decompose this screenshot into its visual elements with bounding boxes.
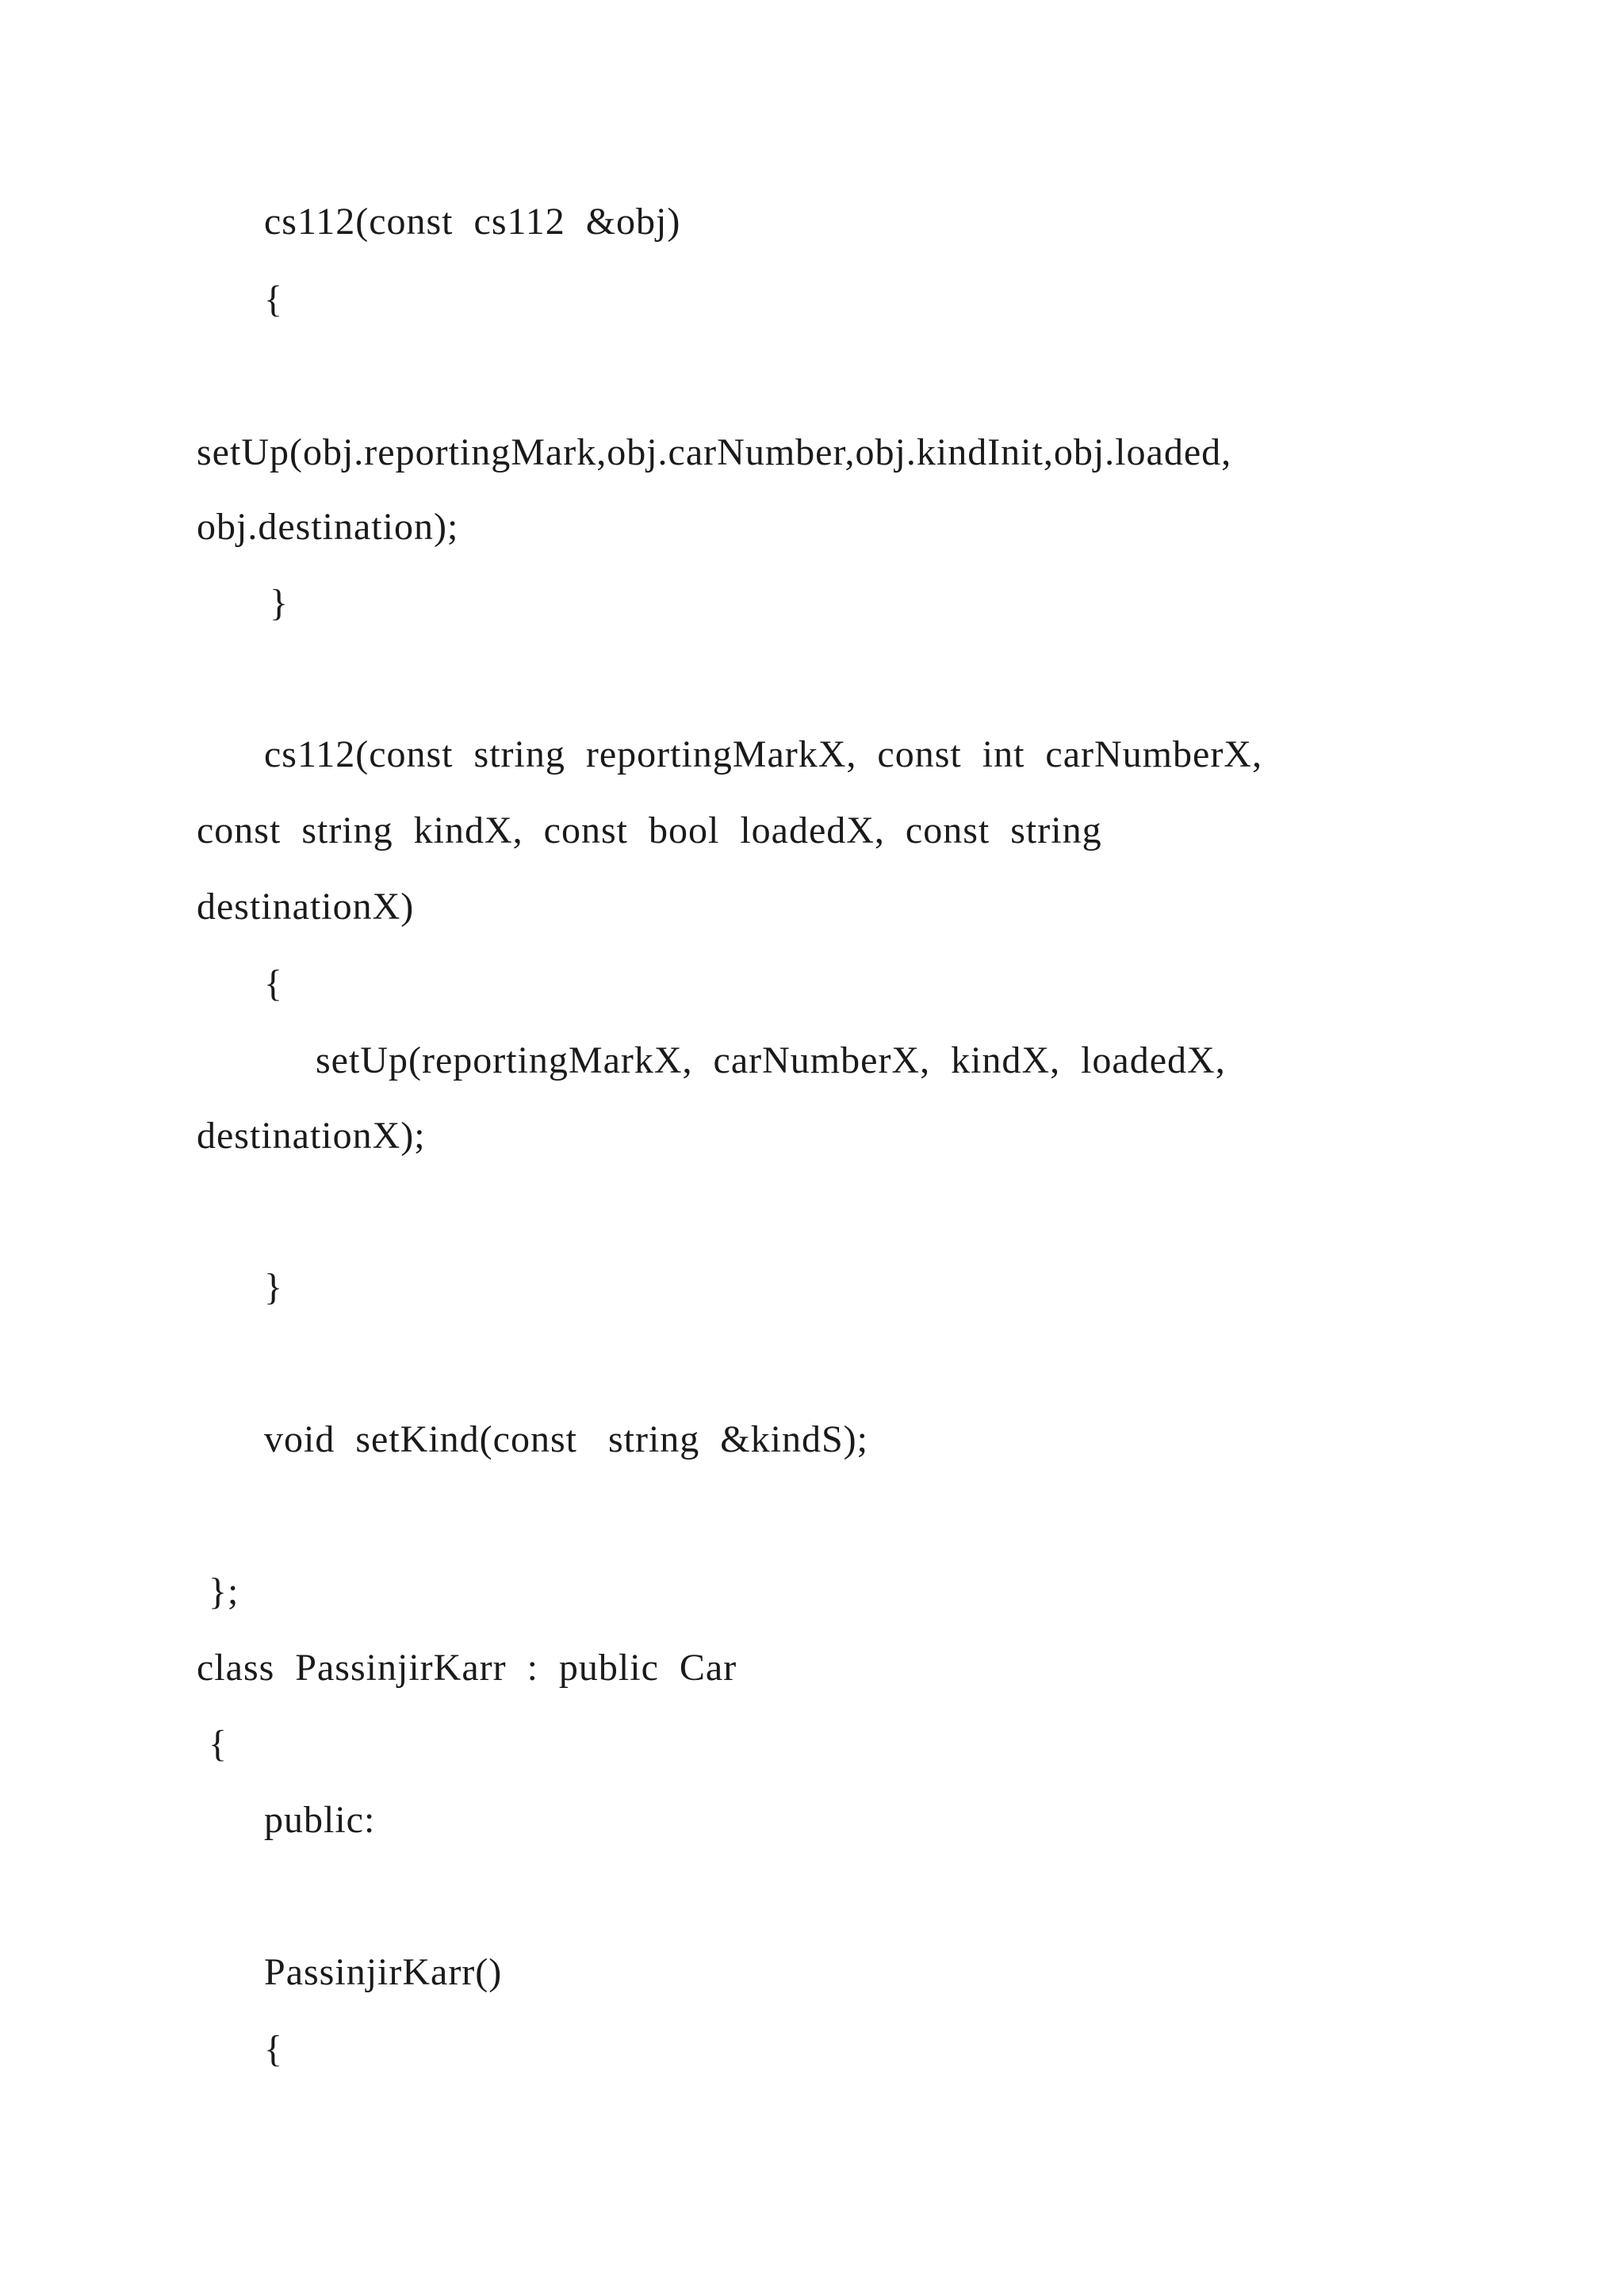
code-line-setup-call: setUp(obj.reportingMark,obj.carNumber,obj.kindInit,obj.loaded, [197, 431, 1232, 473]
code-line-class-open-brace: { [209, 1723, 228, 1765]
code-line-setup-call: setUp(reportingMarkX, carNumberX, kindX, loadedX, [316, 1039, 1226, 1081]
code-line-open-brace: { [264, 278, 284, 320]
code-line-copy-constructor-signature: cs112(const cs112 &obj) [264, 201, 681, 243]
code-line-param-constructor-signature-continued: const string kindX, const bool loadedX, const string [197, 809, 1102, 851]
code-line-default-constructor: PassinjirKarr() [264, 1951, 503, 1993]
code-line-close-brace: } [264, 1266, 284, 1308]
code-line-class-end: }; [209, 1571, 239, 1613]
code-line-class-declaration: class PassinjirKarr : public Car [197, 1647, 737, 1689]
code-line-open-brace: { [264, 2028, 284, 2070]
code-line-param-constructor-signature: cs112(const string reportingMarkX, const int carNumberX, [264, 733, 1262, 775]
code-line-access-specifier: public: [264, 1799, 376, 1841]
code-line-close-brace: } [270, 582, 289, 624]
code-line-param-constructor-signature-end: destinationX) [197, 886, 415, 928]
code-line-open-brace: { [264, 962, 284, 1004]
code-line-setkind-declaration: void setKind(const string &kindS); [264, 1418, 868, 1460]
code-line-setup-call-continued: destinationX); [197, 1115, 426, 1157]
code-line-setup-call-continued: obj.destination); [197, 506, 459, 548]
